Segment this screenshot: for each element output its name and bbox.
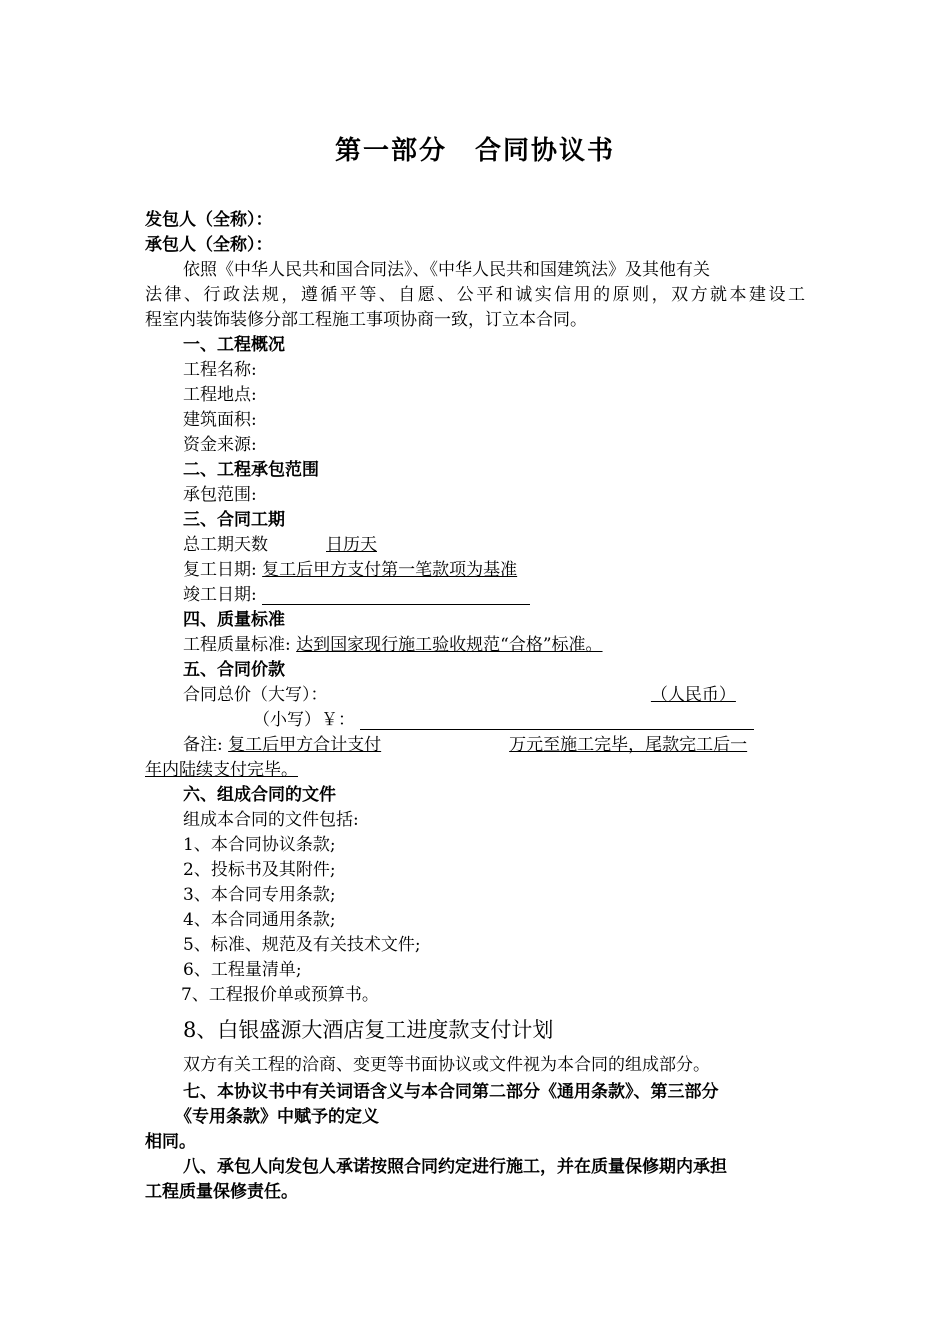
section-4-heading: 四、质量标准	[183, 610, 285, 630]
document-item: 2、投标书及其附件;	[183, 860, 336, 880]
remark-label: 备注:	[183, 735, 223, 755]
section-7-line-2: 《专用条款》中赋予的定义	[175, 1107, 379, 1127]
section-7-line-1: 七、本协议书中有关词语含义与本合同第二部分《通用条款》、第三部分	[183, 1082, 719, 1102]
document-item: 5、标准、规范及有关技术文件;	[183, 935, 421, 955]
total-duration-unit: 日历天	[326, 535, 377, 555]
section-8-line-1: 八、承包人向发包人承诺按照合同约定进行施工，并在质量保修期内承担	[183, 1157, 727, 1177]
contractor-label: 承包人（全称）：	[145, 235, 273, 255]
finish-date-line	[183, 585, 530, 605]
section-1-heading: 一、工程概况	[183, 335, 285, 355]
document-item: 4、本合同通用条款;	[183, 910, 336, 930]
remark-text-2	[145, 760, 310, 780]
documents-lead: 组成本合同的文件包括:	[183, 810, 359, 830]
remark-part-c: 年内陆续支付完毕。	[145, 760, 298, 780]
remark-text-1	[228, 735, 747, 755]
remark-part-a: 复工后甲方合计支付	[228, 735, 382, 755]
section-3-heading: 三、合同工期	[183, 510, 285, 530]
quality-label: 工程质量标准:	[183, 635, 291, 655]
price-upper-unit: （人民币）	[650, 685, 736, 705]
price-upper-label: 合同总价（大写）：	[183, 685, 328, 705]
document-item-8: 8、白银盛源大酒店复工进度款支付计划	[183, 1018, 554, 1042]
finish-date-blank	[262, 588, 530, 605]
finish-date-label: 竣工日期:	[183, 585, 257, 605]
section-5-heading: 五、合同价款	[183, 660, 285, 680]
documents-closing: 双方有关工程的洽商、变更等书面协议或文件视为本合同的组成部分。	[183, 1055, 710, 1075]
total-duration-label: 总工期天数	[183, 535, 268, 555]
building-area-label: 建筑面积:	[183, 410, 257, 430]
quality-line	[183, 635, 619, 655]
remark-line-2	[145, 760, 310, 780]
document-item: 6、工程量清单;	[183, 960, 302, 980]
project-name-label: 工程名称:	[183, 360, 257, 380]
total-duration-line	[183, 535, 377, 555]
intro-line-1: 依照《中华人民共和国合同法》、《中华人民共和国建筑法》及其他有关	[183, 260, 710, 280]
price-upper-field	[333, 685, 736, 705]
scope-label: 承包范围:	[183, 485, 257, 505]
remark-line-1	[183, 735, 747, 755]
price-lower-blank	[360, 713, 754, 730]
project-location-label: 工程地点:	[183, 385, 257, 405]
document-item: 3、本合同专用条款;	[183, 885, 336, 905]
employer-label: 发包人（全称）：	[145, 210, 273, 230]
section-6-heading: 六、组成合同的文件	[183, 785, 336, 805]
document-item: 7、工程报价单或预算书。	[181, 985, 379, 1005]
section-7-line-3: 相同。	[145, 1132, 196, 1152]
funding-source-label: 资金来源:	[183, 435, 257, 455]
price-upper-line	[183, 685, 736, 705]
intro-line-3: 程室内装饰装修分部工程施工事项协商一致，订立本合同。	[145, 310, 587, 330]
remark-part-b: 万元至施工完毕，尾款完工后一	[509, 735, 748, 755]
price-lower-label: （小写）￥：	[253, 710, 355, 730]
document-title: 第一部分 合同协议书	[334, 136, 615, 166]
total-duration-field	[268, 535, 377, 555]
start-date-value: 复工后甲方支付第一笔款项为基准	[262, 560, 518, 580]
section-2-heading: 二、工程承包范围	[183, 460, 319, 480]
section-8-line-2: 工程质量保修责任。	[145, 1182, 298, 1202]
quality-value	[296, 635, 618, 655]
start-date-label: 复工日期:	[183, 560, 257, 580]
document-item: 1、本合同协议条款;	[183, 835, 336, 855]
price-lower-line	[253, 710, 754, 730]
intro-line-2: 法律、行政法规，遵循平等、自愿、公平和诚实信用的原则，双方就本建设工	[145, 285, 805, 305]
start-date-line	[183, 560, 517, 580]
quality-value-text: 达到国家现行施工验收规范“合格”标准。	[296, 635, 603, 655]
